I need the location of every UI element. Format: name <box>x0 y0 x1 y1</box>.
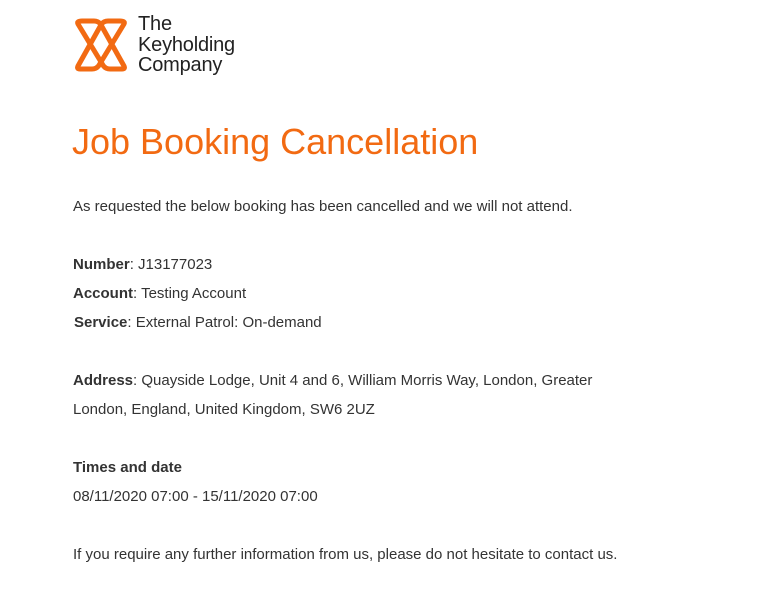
service-value: : External Patrol: On-demand <box>127 314 322 331</box>
spacer <box>73 424 643 453</box>
spacer <box>73 511 643 540</box>
logo-line-keyholding: Keyholding <box>138 33 235 56</box>
account-label: Account <box>73 285 133 302</box>
number-value: : J13177023 <box>129 256 213 273</box>
service-row <box>73 308 643 337</box>
keyholding-logo-mark-icon <box>72 16 130 74</box>
email-body <box>73 192 643 569</box>
service-label: Service <box>74 314 128 331</box>
intro-text: As requested the below booking has been cancelled and we will not attend. <box>73 198 573 215</box>
logo-wordmark <box>138 14 235 76</box>
logo-line-company: Company <box>138 54 223 76</box>
number-row <box>73 250 643 279</box>
address-label: Address <box>73 372 134 389</box>
times-value: 08/11/2020 07:00 - 15/11/2020 07:00 <box>73 488 318 505</box>
company-logo <box>72 14 272 78</box>
closing-text: If you require any further information from us, please do not hesitate to contact us. <box>73 546 618 563</box>
address-row <box>73 366 643 424</box>
page-title: Job Booking Cancellation <box>72 121 479 162</box>
spacer <box>73 221 643 250</box>
times-heading: Times and date <box>73 459 182 476</box>
logo-line-the: The <box>138 13 172 35</box>
number-label: Number <box>73 256 130 273</box>
account-value: : Testing Account <box>133 285 247 302</box>
spacer <box>73 337 643 366</box>
address-value: : Quayside Lodge, Unit 4 and 6, William Morris Way, London, Greater London, England, United Kingdom, SW6 2UZ <box>73 372 593 418</box>
account-row <box>73 279 643 308</box>
